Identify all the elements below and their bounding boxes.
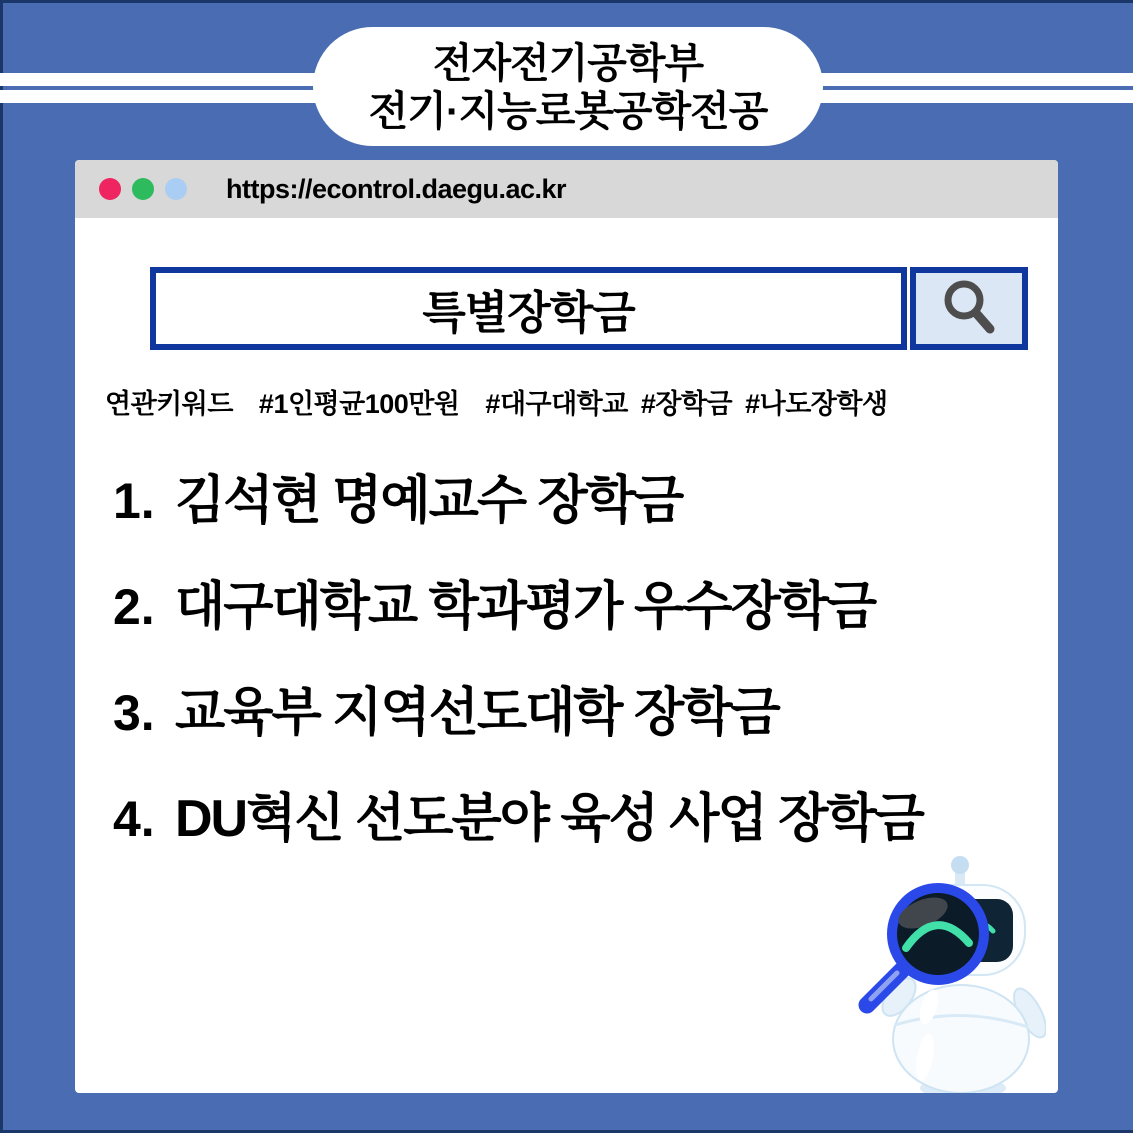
result-item[interactable]: [113, 684, 923, 742]
department-banner: [313, 27, 823, 146]
magnifier-icon: [938, 276, 1000, 341]
search-results-list: [113, 472, 923, 896]
result-title: 대구대학교 학과평가 우수장학금: [175, 578, 876, 636]
result-number: 4.: [113, 791, 155, 847]
result-number: 1.: [113, 473, 155, 529]
keyword-tag[interactable]: #나도장학생: [745, 389, 888, 419]
search-input[interactable]: [150, 267, 907, 350]
result-title: 교육부 지역선도대학 장학금: [175, 684, 779, 742]
banner-title-line1: 전자전기공학부: [432, 39, 704, 86]
robot-mascot-with-magnifier-icon: [841, 855, 1046, 1093]
search-query-text: 특별장학금: [422, 287, 635, 338]
result-item[interactable]: [113, 790, 923, 848]
url-text: https://econtrol.daegu.ac.kr: [226, 173, 567, 204]
result-title: DU혁신 선도분야 육성 사업 장학금: [175, 790, 923, 848]
search-bar: [150, 267, 1028, 350]
keyword-tag[interactable]: #대구대학교: [485, 389, 628, 419]
banner-title-line2: 전기·지능로봇공학전공: [368, 87, 768, 134]
result-item[interactable]: [113, 578, 923, 636]
result-number: 3.: [113, 685, 155, 741]
browser-window: [75, 160, 1058, 1093]
result-number: 2.: [113, 579, 155, 635]
search-button[interactable]: [910, 267, 1028, 350]
result-title: 김석현 명예교수 장학금: [175, 472, 683, 530]
window-control-dot-blue[interactable]: [165, 178, 187, 200]
browser-header: [75, 160, 1058, 218]
window-control-dot-red[interactable]: [99, 178, 121, 200]
keyword-tag[interactable]: #1인평균100만원: [258, 389, 460, 419]
window-control-dot-green[interactable]: [132, 178, 154, 200]
related-keywords-row: [105, 382, 1025, 421]
result-item[interactable]: [113, 472, 923, 530]
keywords-label: 연관키워드: [105, 389, 233, 419]
keyword-tag[interactable]: #장학금: [640, 389, 733, 419]
